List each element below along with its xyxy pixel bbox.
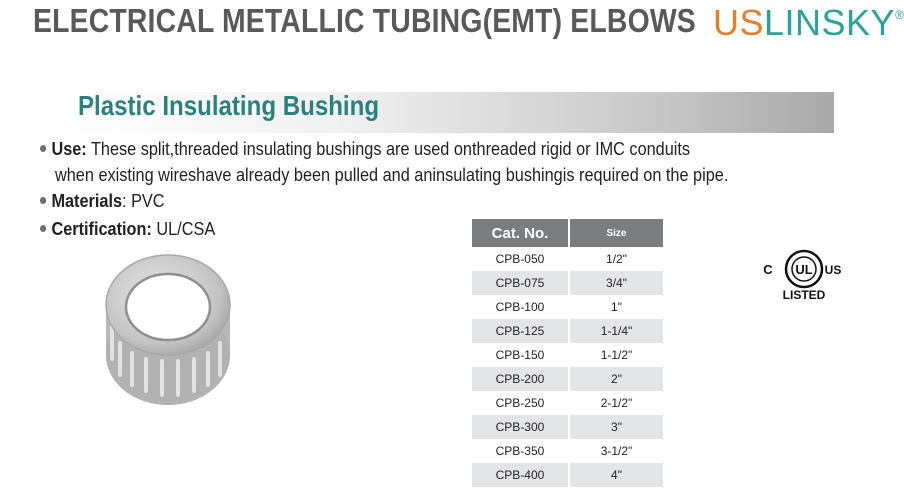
ul-listed-icon	[763, 243, 845, 303]
bullet-icon	[40, 225, 46, 232]
size-cell: 3/4"	[569, 271, 663, 295]
cat-no-cell: CPB-350	[472, 439, 569, 463]
certification-value: UL/CSA	[151, 218, 216, 239]
brand-logo	[713, 2, 904, 44]
registered-mark: ®	[895, 8, 904, 22]
certification-spec	[40, 218, 239, 240]
table-row	[472, 247, 663, 271]
table-row	[472, 439, 663, 463]
ul-listed-text: LISTED	[782, 288, 826, 302]
bullet-icon	[40, 197, 46, 204]
page-title: ELECTRICAL METALLIC TUBING(EMT) ELBOWS	[33, 2, 696, 39]
cat-no-cell: CPB-250	[472, 391, 569, 415]
table-row	[472, 271, 663, 295]
section-title: Plastic Insulating Bushing	[78, 90, 380, 121]
bullet-icon	[40, 145, 46, 152]
size-cell: 1"	[611, 300, 622, 314]
certification-label: Certification:	[51, 218, 152, 239]
brand-linsky: LINSKY	[764, 2, 896, 43]
size-cell: 1/2"	[606, 252, 627, 266]
size-cell: 4"	[569, 463, 663, 487]
table-row	[472, 463, 663, 487]
ul-c-text: C	[763, 262, 773, 277]
cat-no-cell: CPB-100	[472, 295, 569, 319]
bushing-image	[100, 255, 236, 411]
cat-no-cell: CPB-075	[472, 271, 569, 295]
size-cell: 1-1/4"	[569, 319, 663, 343]
cat-no-cell: CPB-125	[472, 319, 569, 343]
size-cell: 1-1/2"	[600, 348, 633, 362]
ul-text: UL	[795, 262, 813, 277]
materials-value: : PVC	[122, 190, 165, 211]
use-spec	[40, 138, 779, 160]
cat-no-cell: CPB-150	[472, 343, 569, 367]
table-row	[472, 391, 663, 415]
size-cell: 3"	[569, 415, 663, 439]
table-row	[472, 415, 663, 439]
catalog-table	[472, 219, 663, 487]
size-cell: 2"	[569, 367, 663, 391]
cat-no-cell: CPB-300	[472, 415, 569, 439]
table-row	[472, 295, 663, 319]
table-row	[472, 367, 663, 391]
header-size: Size	[569, 219, 663, 247]
use-text-line2: when existing wireshave already been pulled and aninsulating bushingis required on the pipe.	[55, 164, 729, 185]
table-row	[472, 343, 663, 367]
cat-no-cell: CPB-400	[472, 463, 569, 487]
size-cell: 2-1/2"	[600, 396, 633, 410]
ul-us-text: US	[824, 263, 842, 277]
use-continuation	[55, 164, 820, 186]
use-label: Use:	[51, 138, 87, 159]
materials-spec	[40, 190, 182, 212]
table-row	[472, 319, 663, 343]
cat-no-cell: CPB-050	[472, 247, 569, 271]
table-header-row	[472, 219, 663, 247]
size-cell: 3-1/2"	[600, 444, 633, 458]
brand-us: US	[713, 2, 765, 43]
header-cat-no: Cat. No.	[472, 219, 569, 247]
materials-label: Materials	[51, 190, 123, 211]
cat-no-cell: CPB-200	[472, 367, 569, 391]
use-text-line1: These split,threaded insulating bushings are used onthreaded rigid or IMC conduits	[86, 138, 691, 159]
